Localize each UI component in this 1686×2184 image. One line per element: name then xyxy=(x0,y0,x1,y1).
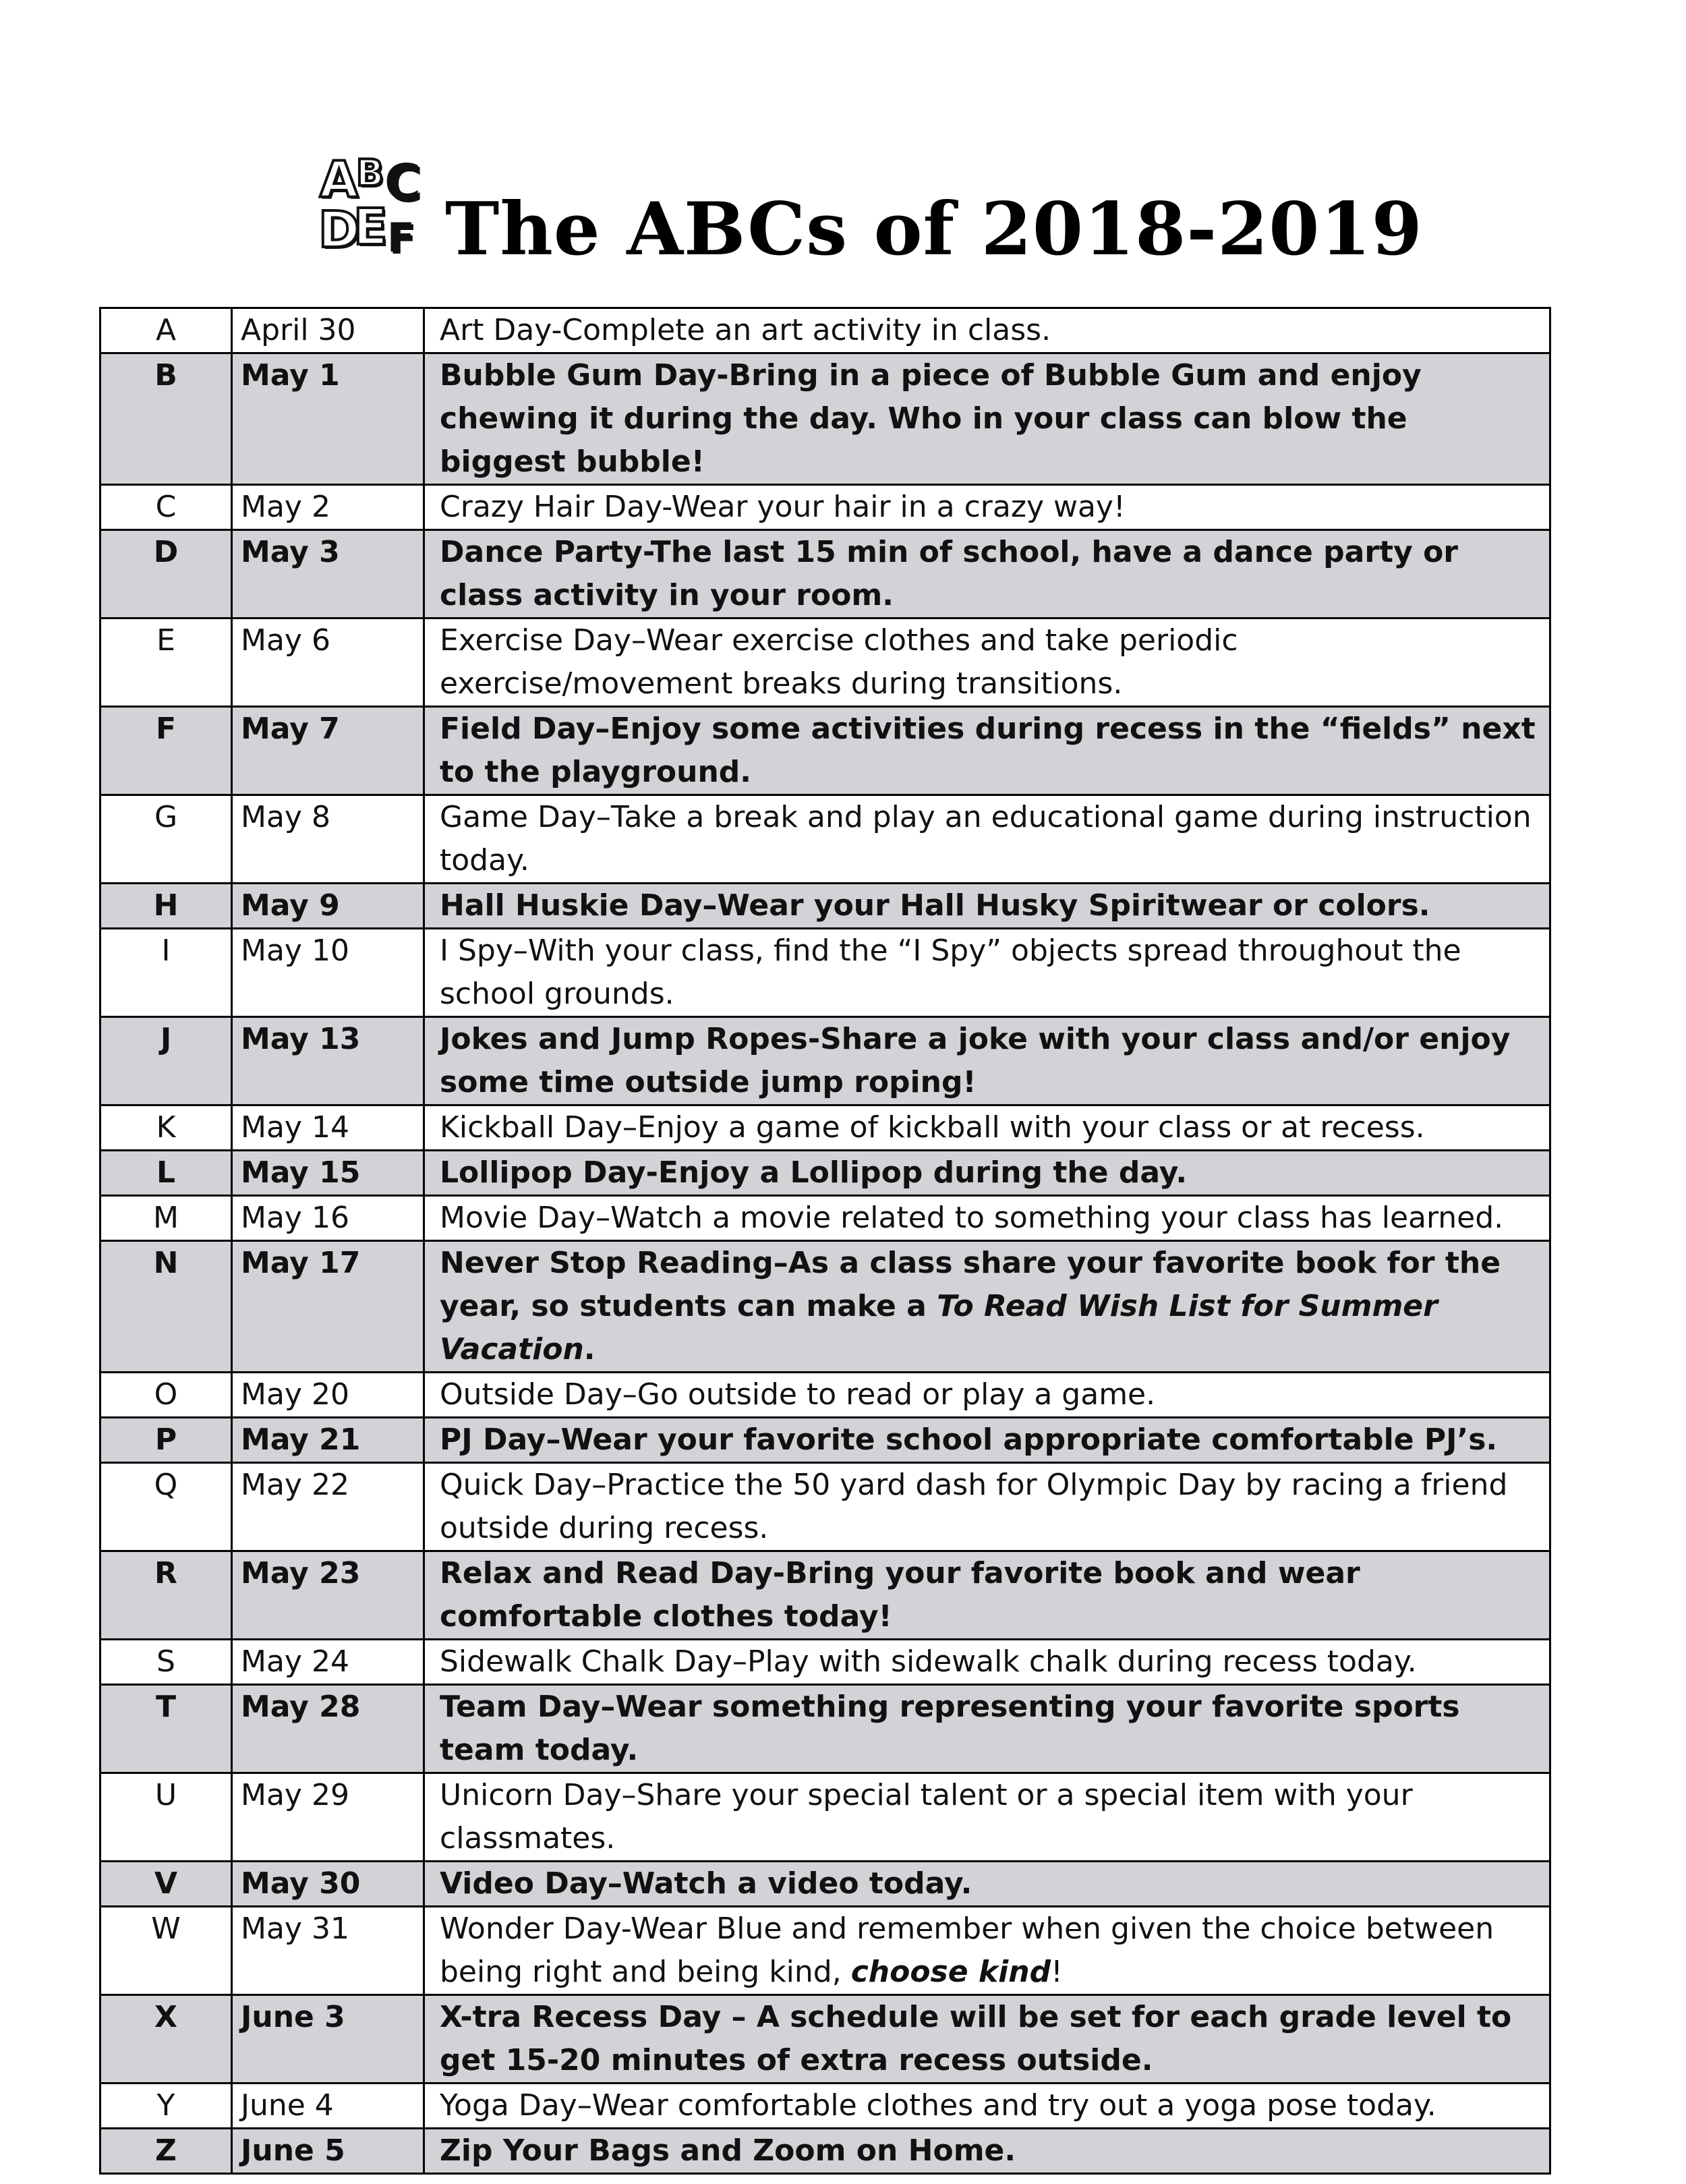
table-row xyxy=(100,1685,1550,1773)
row-date: May 2 xyxy=(232,485,424,530)
table-row xyxy=(100,1105,1550,1151)
row-letter: C xyxy=(100,485,232,530)
row-description: Game Day–Take a break and play an educational game during instruction today. xyxy=(424,795,1550,884)
row-description: Exercise Day–Wear exercise clothes and take periodic exercise/movement breaks during transitions. xyxy=(424,619,1550,707)
row-letter: E xyxy=(100,619,232,707)
table-row xyxy=(100,2084,1550,2129)
row-letter: X xyxy=(100,1995,232,2084)
row-date: May 13 xyxy=(232,1017,424,1105)
row-date: June 3 xyxy=(232,1995,424,2084)
row-letter: F xyxy=(100,707,232,795)
table-row xyxy=(100,1017,1550,1105)
table-row xyxy=(100,308,1550,353)
table-row xyxy=(100,619,1550,707)
row-description: Yoga Day–Wear comfortable clothes and try out a yoga pose today. xyxy=(424,2084,1550,2129)
row-date: May 10 xyxy=(232,929,424,1017)
row-description: Art Day-Complete an art activity in class. xyxy=(424,308,1550,353)
table-row xyxy=(100,929,1550,1017)
description-text: Never Stop Reading–As a class share your favorite book for the year, so students can make a xyxy=(440,1246,1501,1323)
row-date: May 3 xyxy=(232,530,424,619)
row-date: May 8 xyxy=(232,795,424,884)
table-row xyxy=(100,1196,1550,1241)
description-emphasis: choose kind xyxy=(850,1955,1051,1989)
row-letter: P xyxy=(100,1418,232,1463)
row-description: Crazy Hair Day-Wear your hair in a crazy way! xyxy=(424,485,1550,530)
row-description: Unicorn Day–Share your special talent or a special item with your classmates. xyxy=(424,1773,1550,1862)
table-row xyxy=(100,485,1550,530)
table-row xyxy=(100,1463,1550,1551)
row-date: May 15 xyxy=(232,1151,424,1196)
row-letter: B xyxy=(100,353,232,485)
row-date: May 24 xyxy=(232,1640,424,1685)
row-date: May 17 xyxy=(232,1241,424,1373)
row-description: Jokes and Jump Ropes-Share a joke with your class and/or enjoy some time outside jump roping! xyxy=(424,1017,1550,1105)
row-description: Dance Party-The last 15 min of school, have a dance party or class activity in your room. xyxy=(424,530,1550,619)
row-date: May 14 xyxy=(232,1105,424,1151)
row-description: Sidewalk Chalk Day–Play with sidewalk chalk during recess today. xyxy=(424,1640,1550,1685)
table-row xyxy=(100,884,1550,929)
row-description: Team Day–Wear something representing your favorite sports team today. xyxy=(424,1685,1550,1773)
row-letter: O xyxy=(100,1373,232,1418)
row-letter: H xyxy=(100,884,232,929)
table-row xyxy=(100,530,1550,619)
description-emphasis: To Read Wish List for Summer Vacation xyxy=(440,1289,1438,1367)
table-row xyxy=(100,1907,1550,1995)
logo-letter-b: B xyxy=(356,152,384,194)
row-date: May 21 xyxy=(232,1418,424,1463)
table-row xyxy=(100,1551,1550,1640)
table-row xyxy=(100,2129,1550,2174)
row-description: I Spy–With your class, find the “I Spy” objects spread throughout the school grounds. xyxy=(424,929,1550,1017)
row-description: Bubble Gum Day-Bring in a piece of Bubble Gum and enjoy chewing it during the day. Who in your class can blow the biggest bubble! xyxy=(424,353,1550,485)
abc-schedule-table xyxy=(99,307,1551,2175)
row-date: April 30 xyxy=(232,308,424,353)
logo-letter-a: A xyxy=(320,151,359,209)
row-date: May 16 xyxy=(232,1196,424,1241)
logo-letter-f: F xyxy=(387,214,415,262)
row-letter: D xyxy=(100,530,232,619)
row-description: Video Day–Watch a video today. xyxy=(424,1862,1550,1907)
header xyxy=(317,135,1463,290)
logo-letter-e: E xyxy=(353,198,388,256)
table-row xyxy=(100,1151,1550,1196)
description-text: Wonder Day-Wear Blue and remember when given the choice between being right and being kind, xyxy=(440,1912,1494,1989)
row-description: Quick Day–Practice the 50 yard dash for Olympic Day by racing a friend outside during recess. xyxy=(424,1463,1550,1551)
row-letter: Y xyxy=(100,2084,232,2129)
row-description: PJ Day–Wear your favorite school appropriate comfortable PJ’s. xyxy=(424,1418,1550,1463)
row-letter: U xyxy=(100,1773,232,1862)
table-row xyxy=(100,1418,1550,1463)
row-date: May 28 xyxy=(232,1685,424,1773)
row-letter: A xyxy=(100,308,232,353)
row-description: Movie Day–Watch a movie related to something your class has learned. xyxy=(424,1196,1550,1241)
row-letter: L xyxy=(100,1151,232,1196)
row-letter: T xyxy=(100,1685,232,1773)
row-description xyxy=(424,1907,1550,1995)
row-date: May 30 xyxy=(232,1862,424,1907)
row-letter: V xyxy=(100,1862,232,1907)
table-row xyxy=(100,1373,1550,1418)
logo-letter-d: D xyxy=(318,201,360,259)
row-date: May 9 xyxy=(232,884,424,929)
table-row xyxy=(100,1995,1550,2084)
table-row xyxy=(100,1640,1550,1685)
row-description: X-tra Recess Day – A schedule will be set for each grade level to get 15-20 minutes of extra recess outside. xyxy=(424,1995,1550,2084)
row-description: Zip Your Bags and Zoom on Home. xyxy=(424,2129,1550,2174)
row-letter: I xyxy=(100,929,232,1017)
row-description: Field Day–Enjoy some activities during recess in the “fields” next to the playground. xyxy=(424,707,1550,795)
row-letter: Q xyxy=(100,1463,232,1551)
row-letter: G xyxy=(100,795,232,884)
row-date: June 4 xyxy=(232,2084,424,2129)
row-letter: S xyxy=(100,1640,232,1685)
row-description xyxy=(424,1241,1550,1373)
row-date: May 20 xyxy=(232,1373,424,1418)
row-letter: K xyxy=(100,1105,232,1151)
row-letter: R xyxy=(100,1551,232,1640)
table-row xyxy=(100,353,1550,485)
row-description: Lollipop Day-Enjoy a Lollipop during the day. xyxy=(424,1151,1550,1196)
row-date: May 1 xyxy=(232,353,424,485)
description-text-end: ! xyxy=(1051,1955,1063,1989)
abc-blocks-logo xyxy=(317,148,432,263)
row-date: May 7 xyxy=(232,707,424,795)
row-description: Relax and Read Day-Bring your favorite book and wear comfortable clothes today! xyxy=(424,1551,1550,1640)
table-row xyxy=(100,1241,1550,1373)
row-date: May 22 xyxy=(232,1463,424,1551)
row-letter: J xyxy=(100,1017,232,1105)
table-row xyxy=(100,707,1550,795)
row-letter: W xyxy=(100,1907,232,1995)
table-row xyxy=(100,795,1550,884)
description-text-end: . xyxy=(583,1332,595,1367)
row-description: Outside Day–Go outside to read or play a game. xyxy=(424,1373,1550,1418)
row-description: Kickball Day–Enjoy a game of kickball with your class or at recess. xyxy=(424,1105,1550,1151)
row-date: May 23 xyxy=(232,1551,424,1640)
row-date: May 31 xyxy=(232,1907,424,1995)
row-date: May 29 xyxy=(232,1773,424,1862)
page-title: The ABCs of 2018-2019 xyxy=(445,187,1423,272)
logo-letter-c: C xyxy=(384,154,422,212)
row-description: Hall Huskie Day–Wear your Hall Husky Spiritwear or colors. xyxy=(424,884,1550,929)
row-letter: N xyxy=(100,1241,232,1373)
row-date: May 6 xyxy=(232,619,424,707)
schedule-body xyxy=(100,308,1550,2174)
table-row xyxy=(100,1773,1550,1862)
row-date: June 5 xyxy=(232,2129,424,2174)
row-letter: Z xyxy=(100,2129,232,2174)
table-row xyxy=(100,1862,1550,1907)
row-letter: M xyxy=(100,1196,232,1241)
